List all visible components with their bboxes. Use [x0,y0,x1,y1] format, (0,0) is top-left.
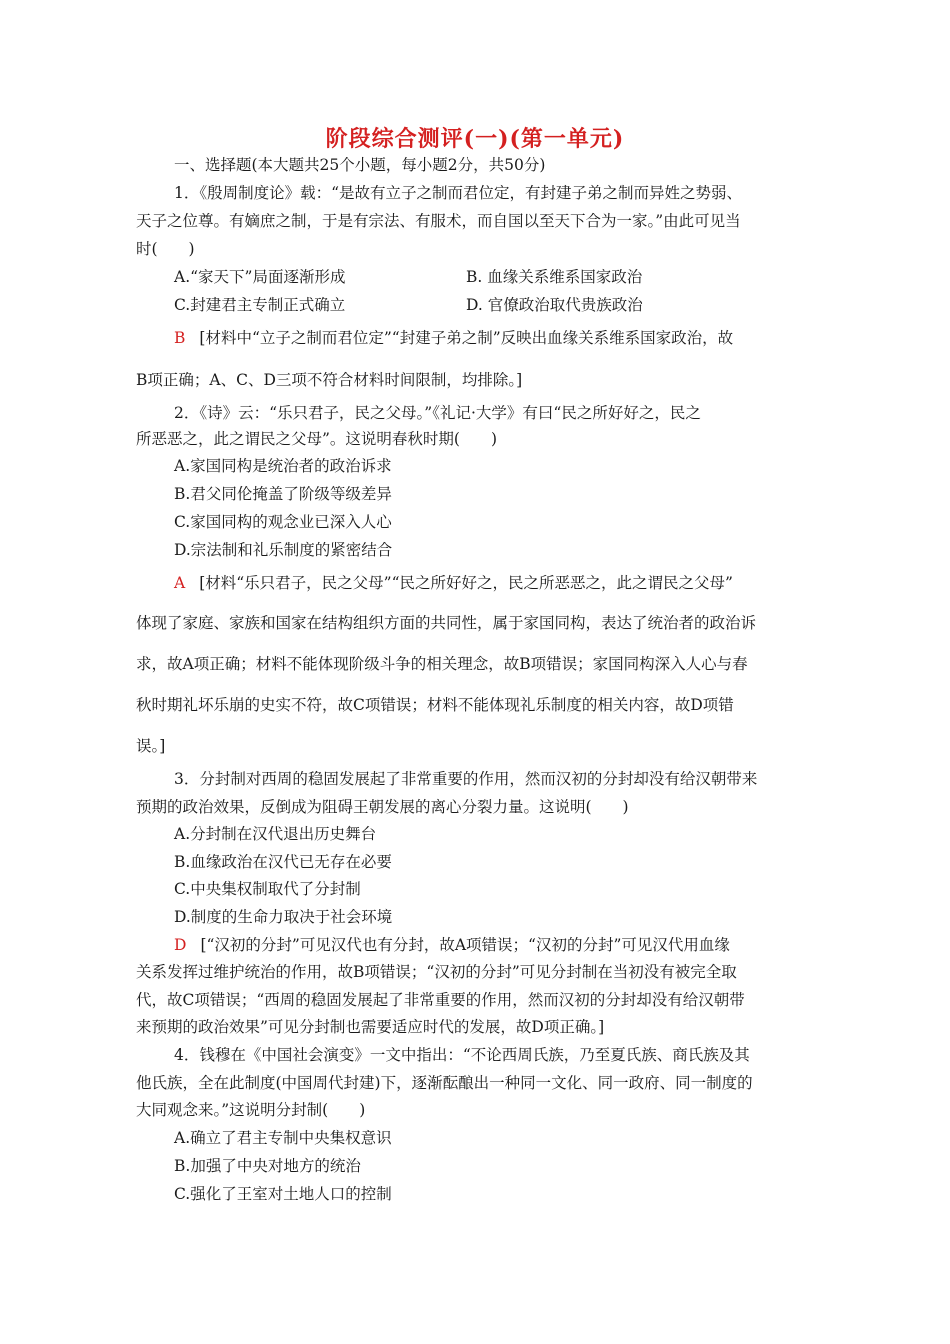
q4-stem-line: 他氏族，全在此制度(中国周代封建)下，逐渐酝酿出一种同一文化、同一政府、同一制度的 [136,1074,753,1092]
q1-option-b: B. 血缘关系维系国家政治 [466,268,643,286]
q1-stem-line: 天子之位尊。有嫡庶之制，于是有宗法、有服术，而自国以至天下合为一家。”由此可见当 [136,212,741,230]
q3-option-c: C.中央集权制取代了分封制 [174,880,361,898]
q1-option-c: C.封建君主专制正式确立 [174,296,346,314]
q3-explanation-line: 代，故C项错误；“西周的稳固发展起了非常重要的作用，然而汉初的分封却没有给汉朝带 [136,991,745,1009]
q2-stem-line: 2．《诗》云：“乐只君子，民之父母。”《礼记·大学》有曰“民之所好好之，民之 [174,404,701,422]
q2-explanation-line: 误。] [136,737,166,755]
q2-option-c: C.家国同构的观念业已深入人心 [174,513,392,531]
q2-explanation-text: [材料“乐只君子，民之父母”“民之所好好之，民之所恶恶之，此之谓民之父母” [199,574,733,592]
q1-explanation-line [174,328,733,348]
q3-stem-line: 3．分封制对西周的稳固发展起了非常重要的作用，然而汉初的分封却没有给汉朝带来 [174,770,758,788]
q3-explanation-line: 来预期的政治效果”可见分封制也需要适应时代的发展，故D项正确。] [136,1018,605,1036]
q2-option-a: A.家国同构是统治者的政治诉求 [174,457,392,475]
q1-answer: B [174,329,186,347]
q2-option-b: B.君父同伦掩盖了阶级等级差异 [174,485,392,503]
q2-explanation-line: 体现了家庭、家族和国家在结构组织方面的共同性，属于家国同构，表达了统治者的政治诉 [136,614,757,632]
section-heading: 一、选择题(本大题共25个小题，每小题2分，共50分) [174,156,546,174]
q1-explanation-text: [材料中“立子之制而君位定”“封建子弟之制”反映出血缘关系维系国家政治，故 [199,329,734,347]
q2-explanation-line [174,573,733,593]
q1-stem-line: 时( ) [136,240,195,258]
q2-option-d: D.宗法制和礼乐制度的紧密结合 [174,541,393,559]
q4-option-c: C.强化了王室对土地人口的控制 [174,1185,392,1203]
q4-option-a: A.确立了君主专制中央集权意识 [174,1129,392,1147]
q3-explanation-text: [“汉初的分封”可见汉代也有分封，故A项错误；“汉初的分封”可见汉代用血缘 [200,936,730,954]
q3-explanation-line [174,935,730,955]
q1-explanation-line: B项正确；A、C、D三项不符合材料时间限制，均排除。] [136,371,523,389]
q2-explanation-line: 求，故A项正确；材料不能体现阶级斗争的相关理念，故B项错误；家国同构深入人心与春 [136,655,748,673]
q1-option-a: A.“家天下”局面逐渐形成 [174,268,346,286]
q3-option-a: A.分封制在汉代退出历史舞台 [174,825,377,843]
q3-answer: D [174,936,187,954]
q2-stem-line: 所恶恶之，此之谓民之父母”。这说明春秋时期( ) [136,430,498,448]
q4-option-b: B.加强了中央对地方的统治 [174,1157,361,1175]
q3-stem-line: 预期的政治效果，反倒成为阻碍王朝发展的离心分裂力量。这说明( ) [136,798,629,816]
q3-explanation-line: 关系发挥过维护统治的作用，故B项错误；“汉初的分封”可见分封制在当初没有被完全取 [136,963,737,981]
q2-answer: A [174,574,186,592]
q1-stem-line: 1．《殷周制度论》载：“是故有立子之制而君位定，有封建子弟之制而异姓之势弱、 [174,184,743,202]
q1-option-d: D. 官僚政治取代贵族政治 [466,296,643,314]
page-title: 阶段综合测评(一)(第一单元) [325,126,625,152]
q2-explanation-line: 秋时期礼坏乐崩的史实不符，故C项错误；材料不能体现礼乐制度的相关内容，故D项错 [136,696,734,714]
q3-option-b: B.血缘政治在汉代已无存在必要 [174,853,392,871]
q4-stem-line: 4．钱穆在《中国社会演变》一文中指出：“不论西周氏族，乃至夏氏族、商氏族及其 [174,1046,750,1064]
q4-stem-line: 大同观念来。”这说明分封制( ) [136,1101,366,1119]
q3-option-d: D.制度的生命力取决于社会环境 [174,908,393,926]
